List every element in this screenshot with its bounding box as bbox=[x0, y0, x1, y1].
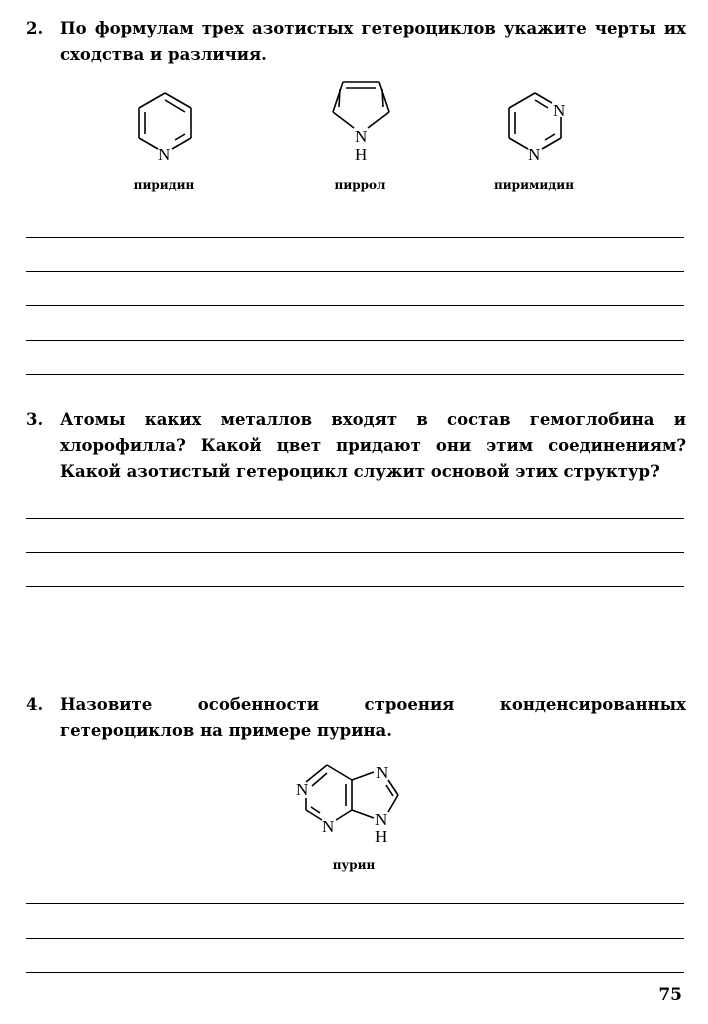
purine-n7-label: N bbox=[376, 763, 389, 782]
question-4-number: 4. bbox=[26, 695, 44, 714]
answer-line[interactable] bbox=[26, 237, 684, 238]
question-2-text: По формулам трех азотистых гетероциклов укажите черты их сходства и различия. bbox=[60, 19, 686, 64]
answer-line[interactable] bbox=[26, 938, 684, 939]
answer-line[interactable] bbox=[26, 552, 684, 553]
question-2-number: 2. bbox=[26, 19, 44, 38]
purine-n9-label: N bbox=[375, 810, 388, 829]
question-2 bbox=[26, 16, 686, 68]
question-3-text: Атомы каких металлов входят в состав гемоглобина и хлорофилла? Какой цвет придают они этим соединениям? Какой азотистый гетероцикл служит основой этих структур? bbox=[60, 410, 686, 481]
page-number: 75 bbox=[658, 985, 682, 1005]
pyridine-structure bbox=[120, 85, 210, 170]
answer-line[interactable] bbox=[26, 271, 684, 272]
pyrrole-h-label: H bbox=[355, 145, 368, 164]
pyrimidine-n1-label: N bbox=[553, 101, 566, 120]
pyridine-caption: пиридин bbox=[133, 178, 195, 192]
pyrimidine-caption: пиримидин bbox=[494, 178, 574, 192]
answer-line[interactable] bbox=[26, 903, 684, 904]
pyrimidine-n2-label: N bbox=[528, 145, 541, 164]
answer-line[interactable] bbox=[26, 305, 684, 306]
question-3 bbox=[26, 407, 686, 485]
purine-n1-label: N bbox=[296, 780, 309, 799]
answer-line[interactable] bbox=[26, 340, 684, 341]
question-3-number: 3. bbox=[26, 410, 44, 429]
pyrrole-structure bbox=[316, 76, 406, 166]
pyridine-n-label: N bbox=[158, 145, 171, 164]
purine-h-label: H bbox=[375, 827, 388, 846]
answer-line[interactable] bbox=[26, 972, 684, 973]
answer-line[interactable] bbox=[26, 518, 684, 519]
question-4-text: Назовите особенности строения конденсированных гетероциклов на примере пурина. bbox=[60, 695, 686, 740]
purine-structure bbox=[290, 758, 420, 848]
answer-line[interactable] bbox=[26, 374, 684, 375]
purine-caption: пурин bbox=[332, 858, 376, 872]
pyrimidine-structure bbox=[490, 85, 590, 170]
answer-line[interactable] bbox=[26, 586, 684, 587]
pyrrole-n-label: N bbox=[355, 127, 368, 146]
pyrrole-caption: пиррол bbox=[334, 178, 386, 192]
purine-n3-label: N bbox=[322, 817, 335, 836]
question-4 bbox=[26, 692, 686, 744]
